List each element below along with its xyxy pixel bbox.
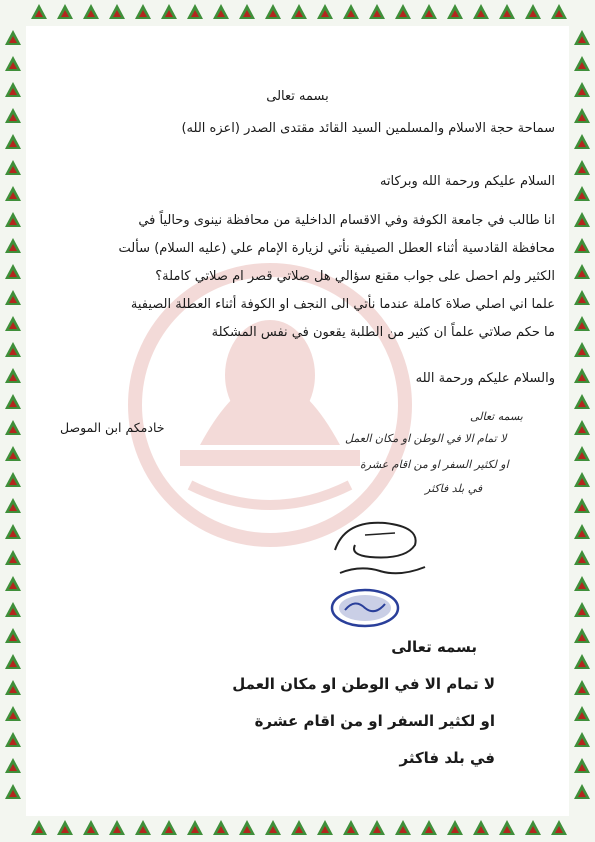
border-motif [574,394,590,409]
border-motif [574,576,590,591]
body-line: ما حكم صلاتي علماً ان كثير من الطلبة يقعون في نفس المشكلة [211,325,555,340]
border-motif [5,264,21,279]
border-motif [317,820,333,835]
border-motif [343,820,359,835]
border-motif [265,4,281,19]
border-motif [213,4,229,19]
border-motif [574,238,590,253]
border-motif [574,680,590,695]
border-motif [574,160,590,175]
border-motif [31,4,47,19]
border-motif [473,820,489,835]
border-motif [5,550,21,565]
border-motif [83,820,99,835]
border-top [0,0,595,26]
border-motif [343,4,359,19]
border-motif [574,420,590,435]
border-motif [5,654,21,669]
border-motif [369,820,385,835]
reply-line: في بلد فاكثر [399,749,495,767]
border-motif [109,820,125,835]
border-motif [5,290,21,305]
border-motif [5,368,21,383]
border-motif [574,628,590,643]
body-line: محافظة القادسية أثناء العطل الصيفية نأتي لزيارة الإمام علي (عليه السلام) سألت [118,241,555,256]
border-motif [5,134,21,149]
border-left [0,0,26,842]
border-motif [574,498,590,513]
border-motif [574,550,590,565]
border-motif [369,4,385,19]
border-motif [5,602,21,617]
border-motif [525,4,541,19]
border-motif [574,56,590,71]
border-motif [135,4,151,19]
border-motif [31,820,47,835]
border-motif [574,784,590,799]
border-motif [5,472,21,487]
border-motif [265,820,281,835]
border-motif [5,108,21,123]
border-motif [499,4,515,19]
border-motif [574,654,590,669]
border-motif [5,732,21,747]
border-motif [5,498,21,513]
border-motif [421,820,437,835]
border-motif [5,56,21,71]
border-motif [574,342,590,357]
border-motif [5,706,21,721]
border-motif [5,680,21,695]
border-motif [5,524,21,539]
letter-address: سماحة حجة الاسلام والمسلمين السيد القائد مقتدى الصدر (اعزه الله) [181,121,555,136]
handwritten-line: في بلد فاكثر [425,482,483,495]
border-bottom [0,816,595,842]
border-motif [574,472,590,487]
border-motif [291,820,307,835]
border-motif [447,820,463,835]
border-motif [473,4,489,19]
border-motif [5,238,21,253]
border-motif [574,758,590,773]
border-motif [5,342,21,357]
border-motif [551,820,567,835]
border-motif [5,784,21,799]
border-motif [551,4,567,19]
border-motif [187,4,203,19]
border-motif [5,160,21,175]
border-motif [574,732,590,747]
border-motif [5,758,21,773]
border-motif [574,602,590,617]
letter-basmala: بسمه تعالى [266,89,329,104]
letter-signoff: خادمكم ابن الموصل [60,420,165,435]
border-motif [135,820,151,835]
border-motif [317,4,333,19]
border-motif [5,628,21,643]
body-line: علما اني اصلي صلاة كاملة عندما نأتي الى النجف او الكوفة أثناء العطلة الصيفية [130,297,555,312]
border-motif [574,30,590,45]
border-motif [109,4,125,19]
border-motif [5,30,21,45]
border-right [569,0,595,842]
border-motif [421,4,437,19]
border-motif [574,290,590,305]
border-motif [574,316,590,331]
border-motif [574,134,590,149]
border-motif [574,368,590,383]
reply-line: او لكثير السفر او من اقام عشرة [254,712,495,730]
border-motif [161,4,177,19]
letter-greeting: السلام عليكم ورحمة الله وبركاته [379,174,555,189]
body-line: انا طالب في جامعة الكوفة وفي الاقسام الداخلية من محافظة نينوى وحالياً في [138,213,555,228]
handwritten-line: او لكثير السفر او من اقام عشرة [360,458,509,471]
border-motif [525,820,541,835]
border-motif [574,212,590,227]
border-motif [574,186,590,201]
border-motif [574,524,590,539]
handwritten-line: لا تمام الا في الوطن او مكان العمل [345,432,507,445]
border-motif [395,4,411,19]
border-motif [239,820,255,835]
border-motif [395,820,411,835]
handwritten-line: بسمه تعالى [470,410,523,423]
border-motif [5,212,21,227]
border-motif [574,264,590,279]
border-motif [5,576,21,591]
border-motif [161,820,177,835]
border-motif [291,4,307,19]
border-motif [239,4,255,19]
border-motif [574,108,590,123]
border-motif [187,820,203,835]
letter-closing: والسلام عليكم ورحمة الله [415,371,555,386]
border-motif [57,4,73,19]
official-stamp [330,588,400,632]
border-motif [213,820,229,835]
border-motif [57,820,73,835]
border-motif [499,820,515,835]
border-motif [574,446,590,461]
border-motif [5,186,21,201]
border-motif [5,446,21,461]
reply-line: لا تمام الا في الوطن او مكان العمل [232,675,495,693]
border-motif [83,4,99,19]
reply-basmala: بسمه تعالى [391,638,477,656]
border-motif [5,394,21,409]
body-line: الكثير ولم احصل على جواب مقنع سؤالي هل صلاتي قصر ام صلاتي كاملة؟ [155,269,555,284]
handwritten-signature [325,505,435,589]
border-motif [5,420,21,435]
border-motif [447,4,463,19]
border-motif [574,706,590,721]
border-motif [5,316,21,331]
